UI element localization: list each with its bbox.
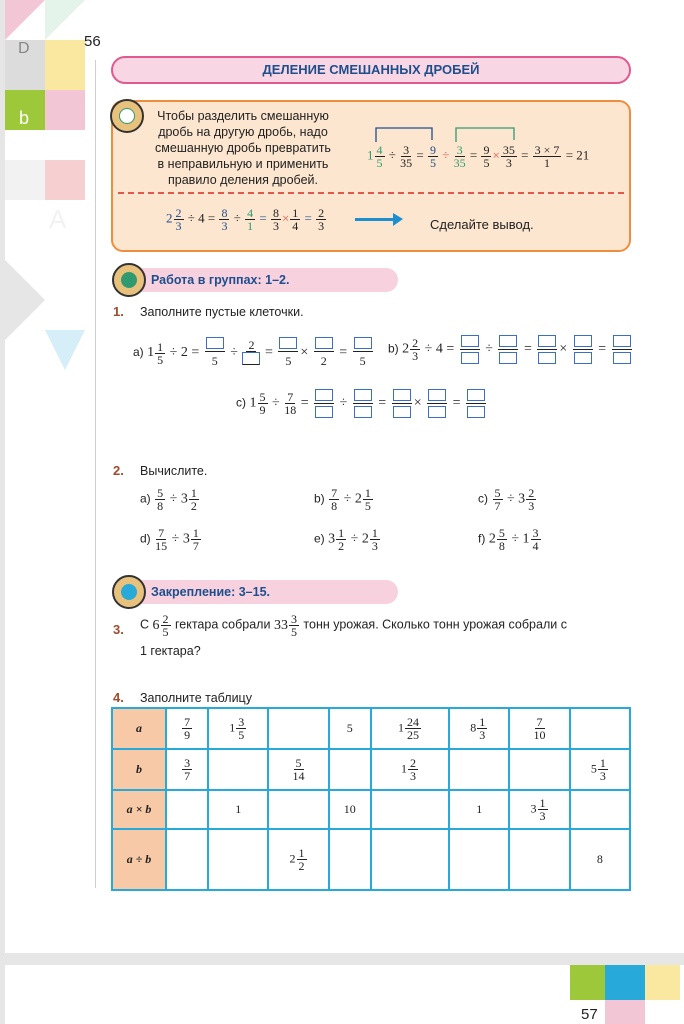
task-text: Заполните таблицу (140, 691, 252, 705)
item-label: f) (478, 531, 486, 546)
globe-icon (112, 575, 146, 609)
item-label: d) (140, 531, 151, 546)
example-2: 2 $\frac{2}{3}$ ÷ 4 = $\frac{8}{3}$ ÷ $\frac{4}{1}$ = $\frac{8}{3}$ × $\frac{1}{4}$ = $\frac{2}{3}$ (166, 206, 325, 233)
task2-b: b) $\frac{7}{8}$ ÷ 2 $\frac{1}{5}$ (314, 486, 371, 513)
table-cell: 5 $\frac{1}{3}$ (570, 749, 630, 790)
consolidation-banner: Закрепление: 3–15. (113, 580, 398, 604)
table-cell[interactable] (268, 708, 328, 749)
fill-table (111, 707, 631, 891)
item-label: c) (478, 491, 488, 506)
svg-text:D: D (18, 40, 30, 57)
rule-line: Чтобы разделить смешанную (157, 109, 329, 123)
task2-a: a) $\frac{5}{8}$ ÷ 3 $\frac{1}{2}$ (140, 486, 197, 513)
table-cell[interactable] (509, 749, 569, 790)
item-label: b) (314, 491, 325, 506)
example-2-op: ÷ 4 = (187, 210, 216, 226)
task-number: 4. (113, 690, 124, 705)
decorative-sidebar (5, 0, 95, 440)
table-cell[interactable] (166, 790, 208, 829)
svg-text:b: b (19, 108, 30, 128)
conclusion: Сделайте вывод. (430, 217, 534, 232)
rule-line: дробь на другую дробь, надо (158, 125, 328, 139)
arrow-icon (355, 218, 395, 221)
group-work-banner: Работа в группах: 1–2. (113, 268, 398, 292)
rule-text (143, 108, 343, 188)
task2-d: d) $\frac{7}{15}$ ÷ 3 $\frac{1}{7}$ (140, 526, 199, 553)
rule-line: смешанную дробь превратить (155, 141, 331, 155)
svg-text:A: A (49, 204, 67, 234)
table-cell: $\frac{3}{7}$ (166, 749, 208, 790)
task-number: 1. (113, 304, 124, 319)
item-label: a) (140, 491, 151, 506)
table-cell: 3 $\frac{1}{3}$ (509, 790, 569, 829)
row-label: a ÷ b (112, 829, 166, 890)
table-cell: 1 $\frac{2}{3}$ (371, 749, 449, 790)
example-result: = 21 (565, 147, 590, 163)
table-cell[interactable] (371, 790, 449, 829)
table-cell: 8 $\frac{1}{3}$ (449, 708, 509, 749)
table-cell: 2 $\frac{1}{2}$ (268, 829, 328, 890)
task2-e: e) 3 $\frac{1}{2}$ ÷ 2 $\frac{1}{3}$ (314, 526, 378, 553)
table-cell[interactable] (449, 829, 509, 890)
table-cell[interactable] (570, 708, 630, 749)
task1-a: a) 1 $\frac{1}{5}$ ÷ 2 = 5 ÷ 2 = 5 × 2 = 5 (133, 337, 375, 369)
divider (118, 192, 624, 194)
example-1: 1 $\frac{4}{5}$ ÷ $\frac{3}{35}$ = $\frac{9}{5}$ ÷ $\frac{3}{35}$ = $\frac{9}{5}$ × $\frac{35}{3}$ = $\frac{3 \times 7}{1}$ = 21 (367, 143, 590, 170)
row-label: a (112, 708, 166, 749)
task3-text: С 6 $\frac{2}{5}$ гектара собрали 33 $\frac{3}{5}$ тонн урожая. Сколько тонн урожая собрали с (140, 612, 567, 639)
example-arrows (372, 124, 522, 144)
table-cell[interactable] (371, 829, 449, 890)
table-cell[interactable] (208, 829, 268, 890)
task1-b: b) 2 $\frac{2}{3}$ ÷ 4 = ÷ = × = (388, 335, 634, 364)
margin-line (95, 60, 96, 888)
item-label: e) (314, 531, 325, 546)
group-icon (112, 263, 146, 297)
table-cell: 10 (329, 790, 371, 829)
task2-c: c) $\frac{5}{7}$ ÷ 3 $\frac{2}{3}$ (478, 486, 535, 513)
task-number: 3. (113, 622, 124, 637)
rule-icon (110, 99, 144, 133)
table-cell: $\frac{7}{9}$ (166, 708, 208, 749)
table-cell[interactable] (166, 829, 208, 890)
table-cell[interactable] (329, 749, 371, 790)
page-title: ДЕЛЕНИЕ СМЕШАННЫХ ДРОБЕЙ (111, 56, 631, 84)
table-cell[interactable] (329, 829, 371, 890)
task-text: гектара собрали (175, 617, 271, 632)
task-text: Заполните пустые клеточки. (140, 305, 304, 319)
table-cell: 5 (329, 708, 371, 749)
task1-c: c) 1 $\frac{5}{9}$ ÷ $\frac{7}{18}$ = ÷ = × = (236, 389, 488, 418)
item-label: a) (133, 345, 144, 360)
task-text: 1 гектара? (140, 644, 201, 658)
task-text: тонн урожая. Сколько тонн урожая собрали с (303, 617, 567, 632)
task-number: 2. (113, 463, 124, 478)
rule-line: в неправильную и применить (157, 157, 329, 171)
row-label: b (112, 749, 166, 790)
table-cell[interactable] (268, 790, 328, 829)
table-cell[interactable] (570, 790, 630, 829)
task-text: Вычислите. (140, 464, 208, 478)
page-number: 56 (84, 33, 101, 50)
rule-line: правило деления дробей. (168, 173, 318, 187)
table-cell: 1 (208, 790, 268, 829)
row-label: a × b (112, 790, 166, 829)
table-cell: $\frac{5}{14}$ (268, 749, 328, 790)
table-cell: 1 $\frac{24}{25}$ (371, 708, 449, 749)
task2-f: f) 2 $\frac{5}{8}$ ÷ 1 $\frac{3}{4}$ (478, 526, 539, 553)
item-label: b) (388, 341, 399, 356)
page-number: 57 (581, 1006, 598, 1023)
item-label: c) (236, 395, 246, 410)
table-cell[interactable] (509, 829, 569, 890)
table-cell[interactable] (208, 749, 268, 790)
table-cell: 1 $\frac{3}{5}$ (208, 708, 268, 749)
task-text: С (140, 617, 150, 632)
table-cell: $\frac{7}{10}$ (509, 708, 569, 749)
table-cell: 8 (570, 829, 630, 890)
table-cell[interactable] (449, 749, 509, 790)
table-cell: 1 (449, 790, 509, 829)
